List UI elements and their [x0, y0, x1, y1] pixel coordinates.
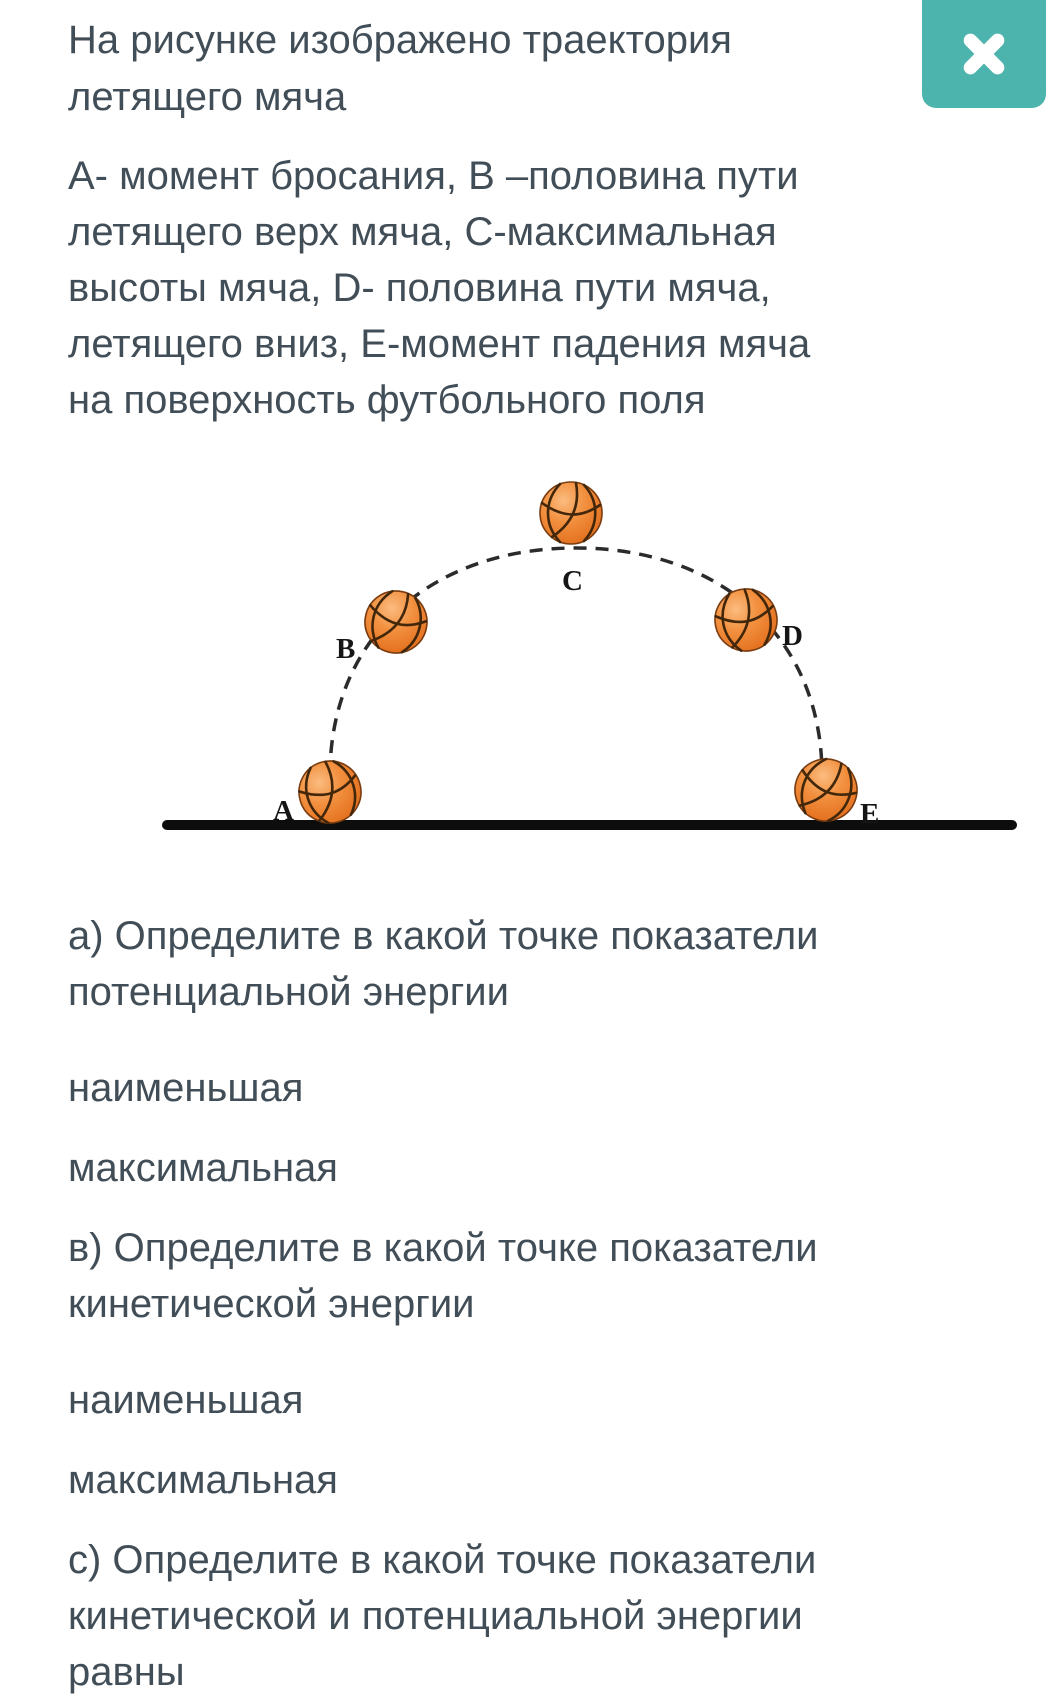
x-icon	[959, 29, 1009, 79]
question-a-line: потенциальной энергии	[68, 970, 509, 1014]
question-c-line: кинетической и потенциальной энергии	[68, 1594, 803, 1638]
question-b-prompt	[68, 1220, 976, 1332]
description-line: высоты мяча, D- половина пути мяча,	[68, 266, 771, 310]
point-label-a: A	[273, 795, 294, 827]
description-line: А- момент бросания, В –половина пути	[68, 154, 799, 198]
title-line: На рисунке изображено траектория	[68, 18, 732, 62]
basketball-c	[540, 482, 602, 544]
point-label-b: B	[336, 633, 356, 665]
basketball-a	[291, 753, 369, 831]
trajectory-figure	[68, 430, 1046, 880]
basketball-b	[358, 584, 433, 659]
question-a-line: а) Определите в какой точке показатели	[68, 914, 819, 958]
basketball-d	[709, 583, 783, 657]
question-c-prompt	[68, 1532, 976, 1700]
page-title	[68, 12, 976, 126]
question-b-line: кинетической энергии	[68, 1282, 475, 1326]
title-line: летящего мяча	[68, 75, 347, 119]
question-b-line: в) Определите в какой точке показатели	[68, 1226, 818, 1270]
question-c-line: с) Определите в какой точке показатели	[68, 1538, 817, 1582]
basketball-e	[786, 750, 866, 830]
point-label-d: D	[782, 620, 803, 652]
figure-description	[68, 148, 976, 428]
question-a-option-max[interactable]: максимальная	[68, 1146, 338, 1190]
question-b-option-min[interactable]: наименьшая	[68, 1378, 304, 1422]
question-b-option-max[interactable]: максимальная	[68, 1458, 338, 1502]
close-button[interactable]	[922, 0, 1046, 108]
point-label-c: C	[562, 565, 583, 597]
questions-section	[68, 908, 976, 1700]
point-label-e: E	[860, 798, 880, 830]
question-c-line: равны	[68, 1650, 185, 1694]
question-a-option-min[interactable]: наименьшая	[68, 1066, 304, 1110]
question-a-prompt	[68, 908, 976, 1020]
description-line: летящего вниз, Е-момент падения мяча	[68, 322, 811, 366]
description-line: летящего верх мяча, С-максимальная	[68, 210, 777, 254]
description-line: на поверхность футбольного поля	[68, 378, 706, 422]
